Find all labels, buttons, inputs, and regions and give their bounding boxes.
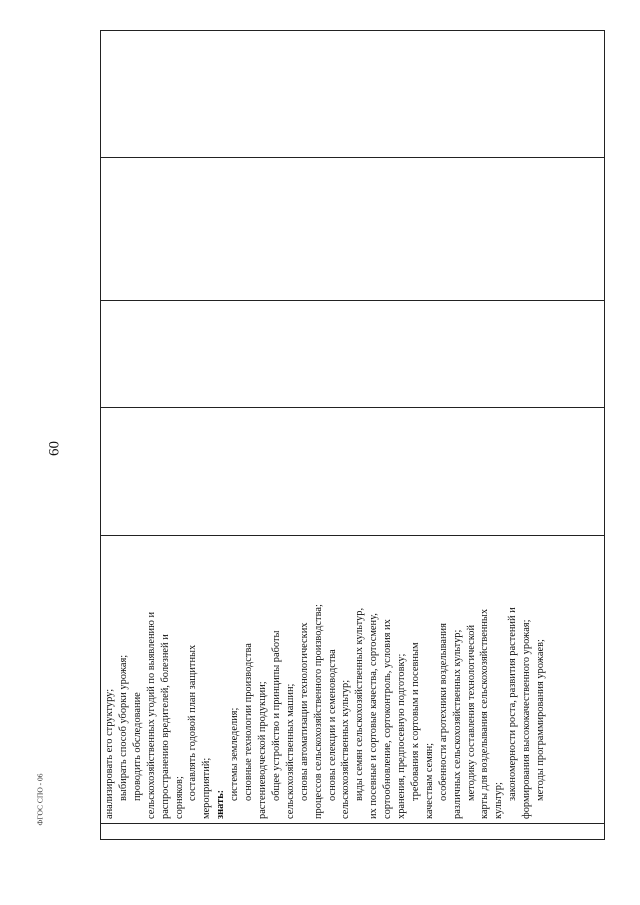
section-heading: знать:	[215, 789, 227, 819]
text-line: хранения, предпосевную подготовку;	[396, 653, 408, 819]
page-number: 60	[46, 441, 63, 456]
table-cell-requirements	[101, 536, 605, 824]
text-line: виды семян сельскохозяйственных культур,	[354, 607, 366, 801]
table-cell-hours-mandatory	[101, 301, 605, 408]
text-line: качествам семян;	[423, 742, 435, 819]
text-line: различных сельскохозяйственных культур;	[451, 629, 463, 819]
text-line: сельскохозяйственных машин;	[284, 683, 296, 819]
text-line: процессов сельскохозяйственного производства;	[312, 604, 324, 819]
text-line: сортообновление, сортоконтроль, условия их	[382, 619, 394, 819]
text-line: общее устройство и принципы работы	[270, 630, 282, 801]
text-line: сельскохозяйственных культур;	[340, 679, 352, 819]
text-line: формирования высококачественного урожая;	[521, 619, 533, 819]
text-line: методику составления технологической	[465, 624, 477, 801]
text-line: культур;	[493, 782, 505, 819]
text-line: особенности агротехники возделывания	[437, 623, 449, 801]
text-line: распространению вредителей, болезней и	[159, 634, 171, 819]
text-line: основные технологии производства	[243, 643, 255, 801]
competency-table	[100, 30, 605, 840]
table-cell-discipline-index	[101, 158, 605, 301]
table-cell-competency-codes	[101, 31, 605, 158]
text-line: растениеводческой продукции;	[256, 681, 268, 819]
text-line: мероприятий;	[201, 757, 213, 819]
text-line: системы земледелия;	[229, 707, 241, 801]
table-cell-hours-total	[101, 408, 605, 536]
requirements-text	[101, 536, 548, 823]
text-line: анализировать его структуру;	[104, 688, 115, 819]
text-line: основы автоматизации технологических	[298, 622, 310, 801]
text-line: карты для возделывания сельскохозяйственных	[479, 608, 491, 819]
footer-document-code: ФГОС СПО - 06	[35, 773, 45, 826]
text-line: сельскохозяйственных угодий по выявлению и	[145, 611, 157, 819]
table-cell-index	[101, 824, 605, 840]
table-row	[101, 31, 605, 840]
standard-table-sheet	[100, 37, 605, 840]
text-line: проводить обследование	[131, 692, 143, 801]
text-line: сорняков;	[173, 776, 185, 819]
text-line: закономерности роста, развития растений и	[507, 607, 519, 801]
text-line: требования к сортовым и посевным	[409, 642, 421, 801]
text-line: их посевные и сортовые качества, сортосмену,	[368, 613, 380, 819]
text-line: составлять годовой план защитных	[187, 644, 199, 801]
text-line: основы селекции и семеноводства	[326, 649, 338, 801]
text-line: выбирать способ уборки урожая;	[117, 654, 129, 801]
text-line: методы программирования урожаев;	[535, 639, 547, 801]
